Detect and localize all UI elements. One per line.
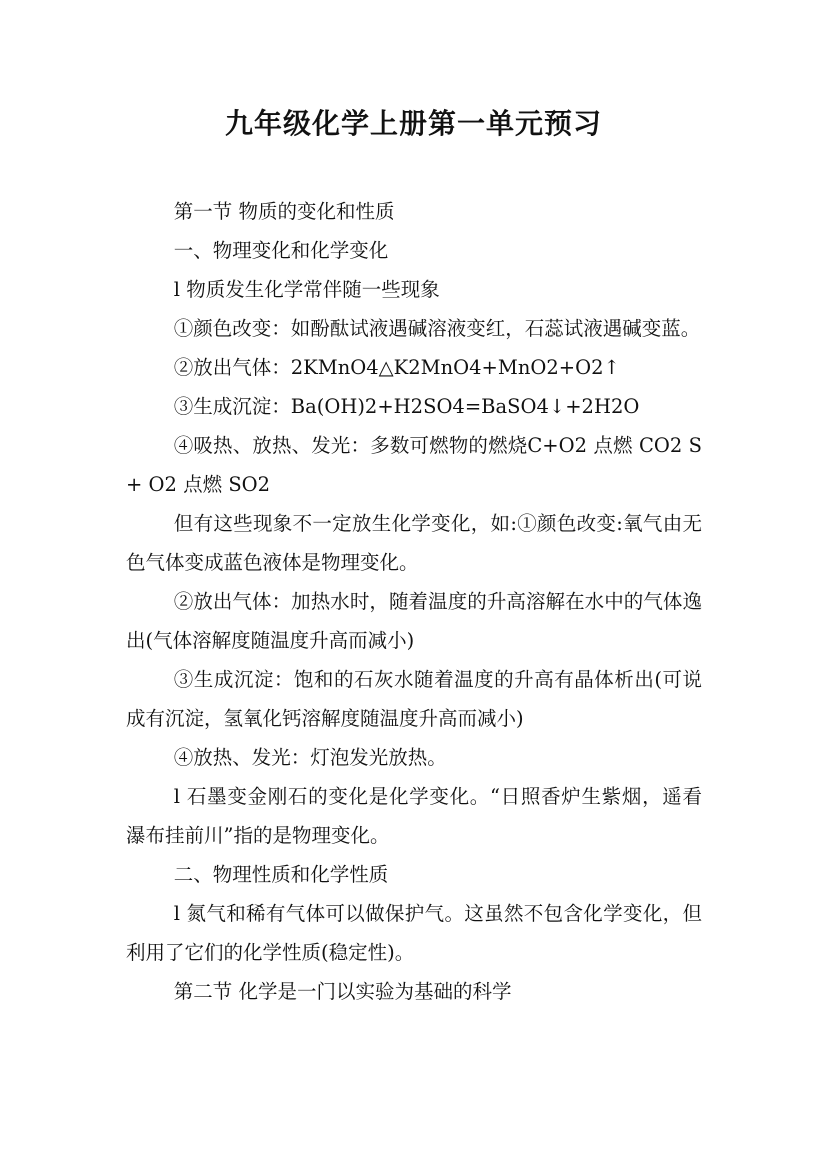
document-body [126,192,702,1011]
paragraph: ③生成沉淀：饱和的石灰水随着温度的升高有晶体析出(可说成有沉淀，氢氧化钙溶解度随温度升高而减小) [126,668,702,730]
paragraph: l 石墨变金刚石的变化是化学变化。“日照香炉生紫烟，遥看瀑布挂前川”指的是物理变化。 [126,785,702,847]
paragraph: ③生成沉淀：Ba(OH)2+H2SO4=BaSO4↓+2H2O [173,395,640,418]
paragraph: ②放出气体：加热水时，随着温度的升高溶解在水中的气体逸出(气体溶解度随温度升高而减小) [126,590,702,652]
document-title: 九年级化学上册第一单元预习 [224,107,602,140]
paragraph: 但有这些现象不一定放生化学变化，如:①颜色改变:氧气由无色气体变成蓝色液体是物理变化。 [126,512,702,574]
subsection-heading: 一、物理变化和化学变化 [173,239,389,262]
paragraph: ①颜色改变：如酚酞试液遇碱溶液变红，石蕊试液遇碱变蓝。 [173,317,701,340]
paragraph: ④吸热、放热、发光：多数可燃物的燃烧C+O2 点燃 CO2 S+ O2 点燃 SO2 [126,434,702,496]
paragraph: ④放热、发光：灯泡发光放热。 [173,746,447,769]
paragraph: l 物质发生化学常伴随一些现象 [173,278,440,301]
section-heading: 第二节 化学是一门以实验为基础的科学 [173,980,512,1003]
paragraph: ②放出气体：2KMnO4△K2MnO4+MnO2+O2↑ [173,356,620,379]
subsection-heading: 二、物理性质和化学性质 [173,863,389,886]
paragraph: l 氮气和稀有气体可以做保护气。这虽然不包含化学变化，但利用了它们的化学性质(稳定性)。 [126,902,702,964]
section-heading: 第一节 物质的变化和性质 [173,200,395,223]
